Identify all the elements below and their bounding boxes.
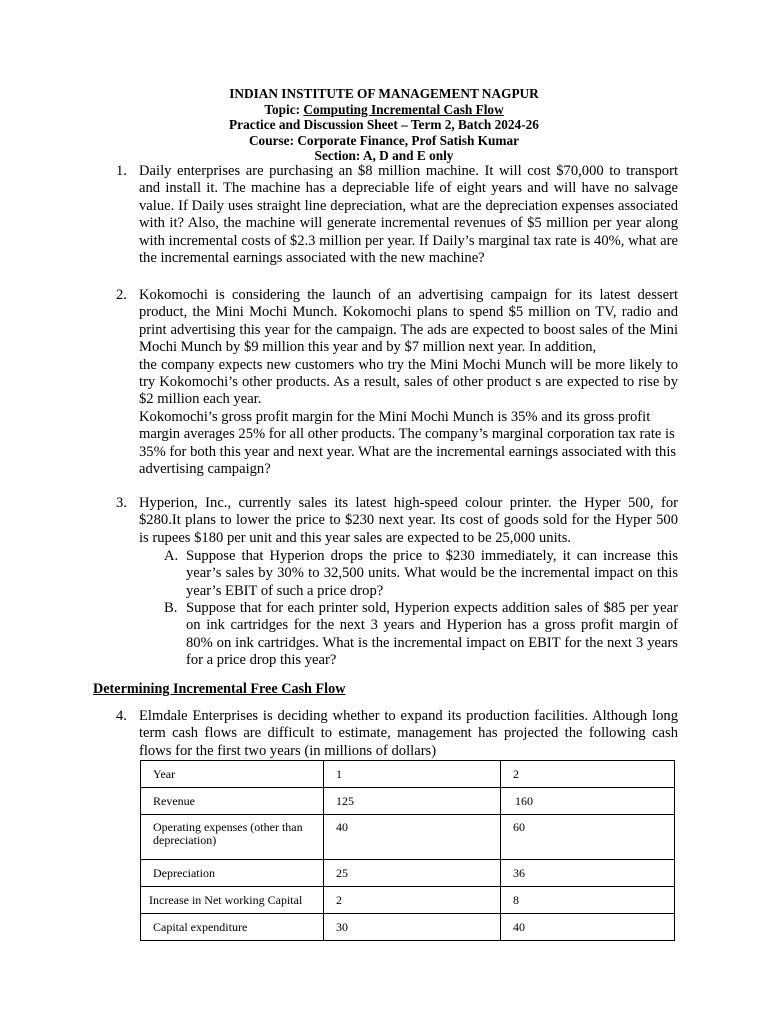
topic-title: Computing Incremental Cash Flow [303,101,504,117]
course-line: Course: Corporate Finance, Prof Satish Kumar [248,132,520,148]
year-1-value: 30 [324,914,501,941]
year-1-value: 125 [324,788,501,815]
cash-flow-table [140,760,675,941]
question-text: Elmdale Enterprises is deciding whether to expand its production facilities. Although long term cash flows are difficult to estimate, management has projected the following cash flows for the first two years (in millions of dollars) [139,708,678,759]
topic-line [0,102,768,118]
year-2-value: 160 [501,788,675,815]
row-label: Capital expenditure [141,914,324,941]
section-heading: Determining Incremental Free Cash Flow [93,681,346,697]
year-2-value: 36 [501,860,675,887]
part-text: Suppose that for each printer sold, Hyperion expects addition sales of $85 per year on ink cartridges for the next 3 years and Hyperion has a gross profit margin of 80% on ink cartridges. What is the incremental impact on EBIT for the next 3 years for a price drop this year? [186,600,678,669]
question-number: 2. [116,287,127,303]
topic-label: Topic: [264,101,304,117]
part-text: Suppose that Hyperion drops the price to $230 immediately, it can increase this year’s sales by 30% to 32,500 units. What would be the incremental impact on this year’s EBIT of such a price drop? [186,548,678,599]
year-1-value: 1 [324,761,501,788]
row-label: Operating expenses (other than depreciation) [141,815,324,860]
question-paragraph-1: Kokomochi is considering the launch of an advertising campaign for its latest dessert product, the Mini Mochi Munch. Kokomochi plans to spend $5 million on TV, radio and print advertising this year for the campaign. The ads are expected to boost sales of the Mini Mochi Munch by $9 million this year and by $7 million next year. In addition, [139,287,678,356]
question-4 [116,708,678,760]
row-label: Revenue [141,788,324,815]
question-text: Hyperion, Inc., currently sales its latest high-speed colour printer. the Hyper 500, for $280.It plans to lower the price to $230 next year. Its cost of goods sold for the Hyper 500 is rupees $180 per unit and this year sales are expected to be 25,000 units. [139,495,678,546]
part-label: B. [164,600,178,616]
document-header [0,86,768,164]
question-paragraph-3: Kokomochi’s gross profit margin for the Mini Mochi Munch is 35% and its gross profit margin averages 25% for all other products. The company’s marginal corporation tax rate is 35% for both this year and next year. What are the incremental earnings associated with this advertising campaign? [139,408,677,478]
question-1 [116,163,678,267]
section-line: Section: A, D and E only [314,148,454,163]
table-row [141,761,675,788]
question-number: 3. [116,495,127,511]
table-row [141,815,675,860]
question-paragraph-2: the company expects new customers who try the Mini Mochi Munch will be more likely to try Kokomochi’s other products. As a result, sales of other product s are expected to rise by $2 million each year. [139,356,678,408]
row-label: Year [141,761,324,788]
table-row [141,860,675,887]
year-2-value: 60 [501,815,675,860]
year-1-value: 25 [324,860,501,887]
year-2-value: 40 [501,914,675,941]
question-3-part-b [164,600,678,670]
year-1-value: 2 [324,887,501,914]
institute-name: INDIAN INSTITUTE OF MANAGEMENT NAGPUR [229,86,539,101]
table-row [141,914,675,941]
row-label: Increase in Net working Capital [141,887,324,914]
table-row [141,887,675,914]
year-1-value: 40 [324,815,501,860]
question-2 [116,287,678,478]
table-row [141,788,675,815]
sheet-title: Practice and Discussion Sheet – Term 2, Batch 2024-26 [229,117,539,132]
year-2-value: 8 [501,887,675,914]
question-number: 4. [116,708,127,724]
question-number: 1. [116,163,127,179]
part-label: A. [164,548,179,564]
question-text: Daily enterprises are purchasing an $8 million machine. It will cost $70,000 to transport and install it. The machine has a depreciable life of eight years and will have no salvage value. If Daily uses straight line depreciation, what are the depreciation expenses associated with it? Also, the machine will generate incremental revenues of $5 million per year along with incremental costs of $2.3 million per year. If Daily’s marginal tax rate is 40%, what are the incremental earnings associated with the new machine? [139,163,678,267]
question-3 [116,495,678,547]
year-2-value: 2 [501,761,675,788]
row-label: Depreciation [141,860,324,887]
question-3-part-a [164,548,678,600]
